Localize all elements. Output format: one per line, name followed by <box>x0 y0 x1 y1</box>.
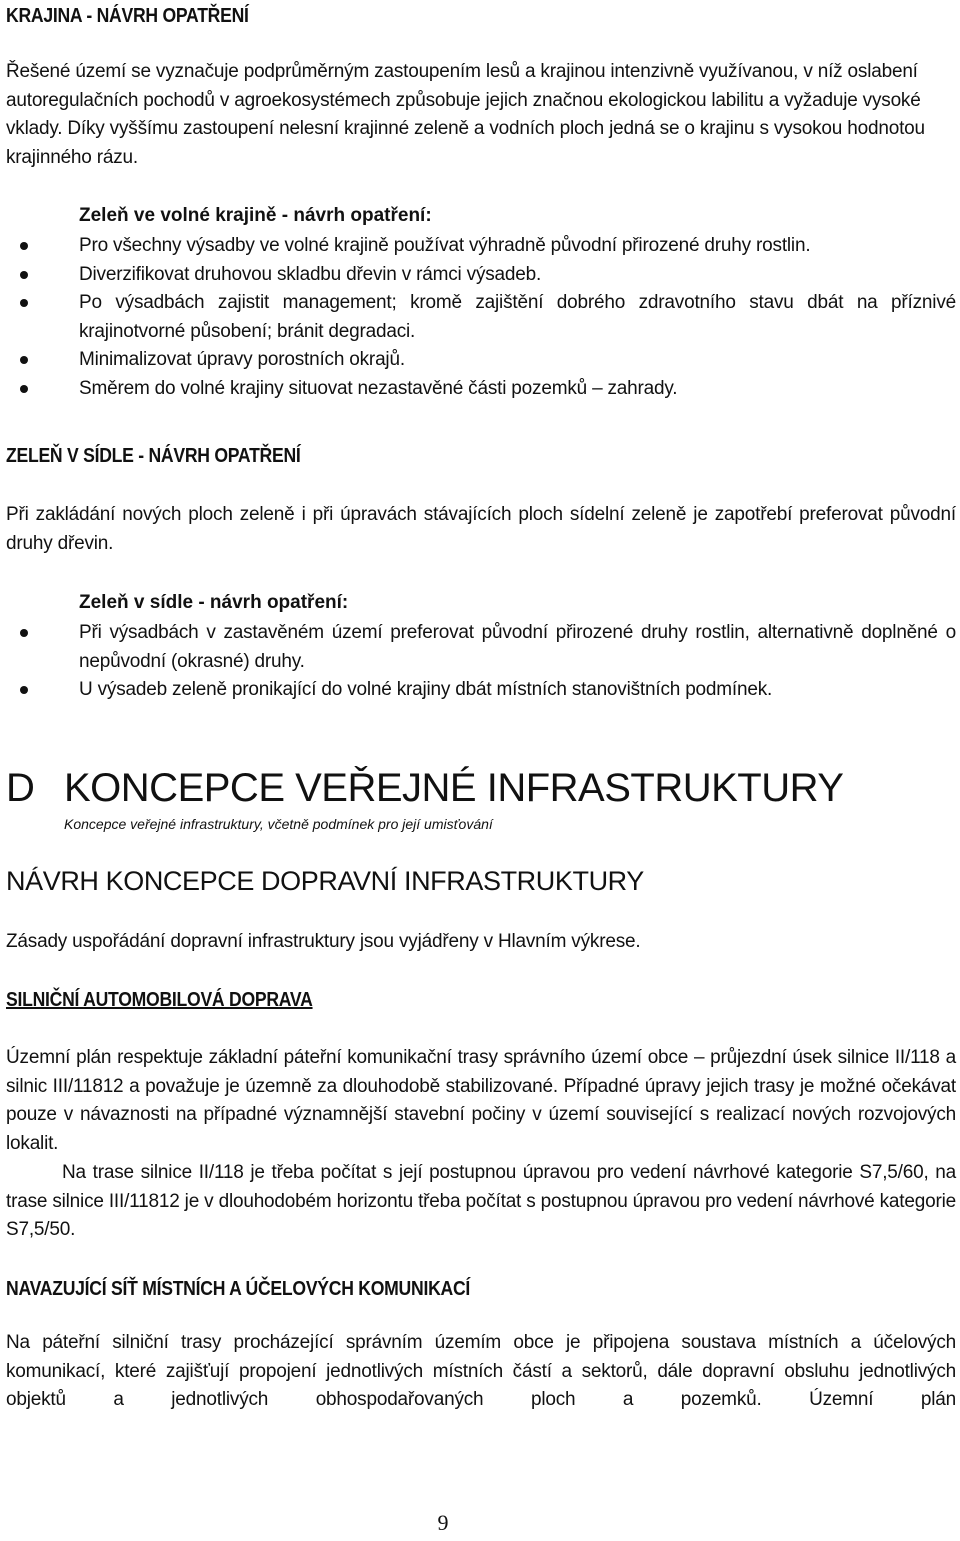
mistni-komunikace-heading: NAVAZUJÍCÍ SÍŤ MÍSTNÍCH A ÚČELOVÝCH KOMUNIKACÍ <box>6 1278 471 1300</box>
mistni-komunikace-paragraph: Na páteřní silniční trasy procházející správním územím obce je připojena soustava místních a účelových komunikací, které zajišťují propojení jednotlivých místních částí a sektorů, dále dopravní obsluhu jednotlivých objektů a jednotlivých obhospodařovaných ploch a pozemků. Územní plán <box>6 1332 956 1410</box>
silnicni-doprava-heading: SILNIČNÍ AUTOMOBILOVÁ DOPRAVA <box>6 989 313 1011</box>
doprava-intro: Zásady uspořádání dopravní infrastruktury jsou vyjádřeny v Hlavním výkrese. <box>6 931 641 952</box>
silnicni-paragraph-1: Územní plán respektuje základní páteřní komunikační trasy správního území obce – průjezdní úsek silnice II/118 a silnic III/11812 a považuje je územně za dlouhodobě stabilizované. Případné úpravy jejich trasy je možné očekávat pouze v návaznosti na případné významnější stavební počiny v území související s realizací nových rozvojových lokalit. <box>6 1047 956 1154</box>
krajina-paragraph: Řešené území se vyznačuje podprůměrným zastoupením lesů a krajinou intenzivně využívanou, v níž oslabení autoregulačních pochodů v agroekosystémech způsobuje jejich značnou ekologickou labilitu a vyžaduje vysoké vklady. Díky vyššímu zastoupení nelesní krajinné zeleně a vodních ploch jedná se o krajinu s vysokou hodnotou krajinného rázu. <box>6 61 925 168</box>
chapter-title <box>6 764 843 812</box>
bullet-icon <box>20 299 28 307</box>
section-title-krajina: KRAJINA - NÁVRH OPATŘENÍ <box>6 5 249 27</box>
krajina-subheading: Zeleň ve volné krajině - návrh opatření: <box>79 205 432 226</box>
chapter-subtitle: Koncepce veřejné infrastruktury, včetně podmínek pro její umisťování <box>64 816 493 832</box>
bullet-icon <box>20 629 28 637</box>
list-item: Při výsadbách v zastavěném území preferovat původní přirozené druhy rostlin, alternativně doplněné o nepůvodní (okrasné) druhy. <box>6 619 956 676</box>
page-number: 9 <box>437 1510 449 1535</box>
zelen-sidle-paragraph: Při zakládání nových ploch zeleně i při úpravách stávajících ploch sídelní zeleně je zapotřebí preferovat původní druhy dřevin. <box>6 504 956 554</box>
bullet-icon <box>20 356 28 364</box>
zelen-sidle-bullet-list <box>6 619 956 705</box>
krajina-bullet-list <box>6 232 956 403</box>
zelen-sidle-subheading: Zeleň v sídle - návrh opatření: <box>79 592 349 613</box>
list-item: Pro všechny výsadby ve volné krajině používat výhradně původní přirozené druhy rostlin. <box>6 232 956 261</box>
bullet-icon <box>20 686 28 694</box>
chapter-title-text: KONCEPCE VEŘEJNÉ INFRASTRUKTURY <box>64 766 844 810</box>
list-item: Směrem do volné krajiny situovat nezastavěné části pozemků – zahrady. <box>6 375 956 404</box>
silnicni-paragraph-2: Na trase silnice II/118 je třeba počítat s její postupnou úpravou pro vedení návrhové kategorie S7,5/60, na trase silnice III/11812 je v dlouhodobém horizontu třeba počítat s postupnou úpravou pro vedení návrhové kategorie S7,5/50. <box>6 1162 956 1240</box>
bullet-icon <box>20 385 28 393</box>
bullet-icon <box>20 271 28 279</box>
doprava-heading: NÁVRH KONCEPCE DOPRAVNÍ INFRASTRUKTURY <box>6 866 644 896</box>
chapter-letter: D <box>6 766 35 810</box>
list-item: Minimalizovat úpravy porostních okrajů. <box>6 346 956 375</box>
list-item: Po výsadbách zajistit management; kromě zajištění dobrého zdravotního stavu dbát na příznivé krajinotvorné působení; bránit degradaci. <box>6 289 956 346</box>
list-item: U výsadeb zeleně pronikající do volné krajiny dbát místních stanovištních podmínek. <box>6 676 956 705</box>
section-title-zelen-sidle: ZELEŇ V SÍDLE - NÁVRH OPATŘENÍ <box>6 445 301 467</box>
bullet-icon <box>20 242 28 250</box>
list-item: Diverzifikovat druhovou skladbu dřevin v rámci výsadeb. <box>6 261 956 290</box>
